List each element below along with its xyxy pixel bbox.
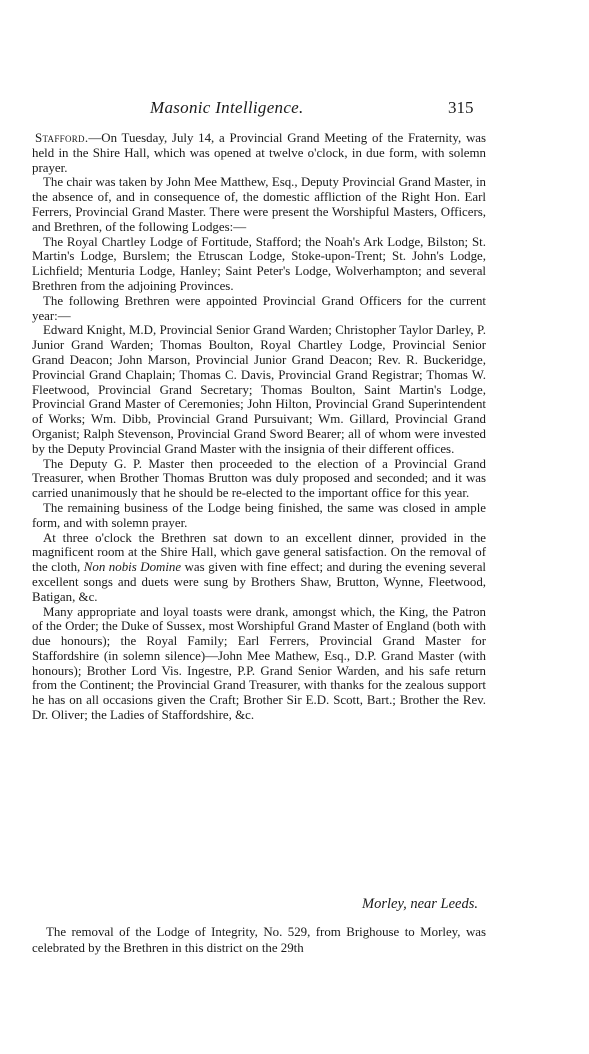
running-title: Masonic Intelligence. xyxy=(150,98,304,117)
page-header xyxy=(0,98,589,122)
place-lead: Stafford. xyxy=(35,131,89,145)
morley-paragraph-1: The removal of the Lodge of Integrity, No. 529, from Brighouse to Morley, was celebrated by the Brethren in this district on the 29th xyxy=(32,925,486,955)
paragraph-6: The Deputy G. P. Master then proceeded to the election of a Provincial Grand Treasurer, when Brother Thomas Brutton was duly proposed and seconded; and it was carried unanimously that he should be re-elected to the important office for this year. xyxy=(32,456,486,501)
paragraph-8 xyxy=(32,531,486,605)
paragraph-2: The chair was taken by John Mee Matthew, Esq., Deputy Provincial Grand Master, in the absence of, and in consequence of, the domestic affliction of the Right Hon. Earl Ferrers, Provincial Grand Master. There were present the Worshipful Masters, Officers, and Brethren, of the following Lodges:— xyxy=(32,175,486,234)
stafford-article xyxy=(32,131,486,723)
paragraph-5: Edward Knight, M.D, Provincial Senior Grand Warden; Christopher Taylor Darley, P. Junior Grand Warden; Thomas Boulton, Royal Chartley Lodge, Provincial Senior Grand Deacon; John Marson, Provincial Junior Grand Deacon; Rev. R. Buckeridge, Provincial Grand Chaplain; Thomas C. Davis, Provincial Grand Registrar; Thomas W. Fleetwood, Provincial Grand Secretary; Thomas Boulton, Saint Martin's Lodge, Provincial Grand Master of Ceremonies; John Hilton, Provincial Grand Superintendent of Works; Wm. Dibb, Provincial Grand Pursuivant; Wm. Gillard, Provincial Grand Organist; Ralph Stevenson, Provincial Grand Sword Bearer; all of whom were invested by the Deputy Provincial Grand Master with the insignia of their different offices. xyxy=(32,323,486,456)
page-number: 315 xyxy=(448,98,474,117)
paragraph-9: Many appropriate and loyal toasts were drank, amongst which, the King, the Patron of the Order; the Duke of Sussex, most Worshipful Grand Master of England (both with due honours); the Royal Family; Earl Ferrers, Provincial Grand Master for Staffordshire (in solemn silence)—John Mee Mathew, Esq., D.P. Grand Master (with honours); Brother Lord Vis. Ingestre, P.P. Grand Senior Warden, and his safe return from the Continent; the Provincial Grand Treasurer, with thanks for the zealous support he has on all occasions given the Craft; Brother Sir E.D. Scott, Bart.; Brother the Rev. Dr. Oliver; the Ladies of Staffordshire, &c. xyxy=(32,604,486,723)
morley-subheading: Morley, near Leeds. xyxy=(362,896,478,912)
paragraph-7: The remaining business of the Lodge being finished, the same was closed in ample form, and with solemn prayer. xyxy=(32,500,486,530)
paragraph-4: The following Brethren were appointed Provincial Grand Officers for the current year:— xyxy=(32,293,486,323)
paragraph-8-text-a: At three o'clock the Brethren sat down to an excellent dinner, provided in the magnificent room at the Shire Hall, which gave general satisfaction. On the removal of the cloth, xyxy=(32,530,486,575)
paragraph-1-text: —On Tuesday, July 14, a Provincial Grand Meeting of the Fraternity, was held in the Shire Hall, which was opened at twelve o'clock, in due form, with solemn prayer. xyxy=(32,131,486,175)
paragraph-8-text-b: was given with fine effect; and during the evening several excellent songs and duets were sung by Brothers Shaw, Brutton, Wynne, Fleetwood, Batigan, &c. xyxy=(32,560,486,604)
morley-article xyxy=(32,925,486,956)
paragraph-3: The Royal Chartley Lodge of Fortitude, Stafford; the Noah's Ark Lodge, Bilston; St. Martin's Lodge, Burslem; the Etruscan Lodge, Stoke-upon-Trent; St. John's Lodge, Lichfield; Menturia Lodge, Hanley; Saint Peter's Lodge, Wolverhampton; and several Brethren from the adjoining Provinces. xyxy=(32,234,486,293)
paragraph-1 xyxy=(32,131,486,175)
paragraph-8-italic: Non nobis Domine xyxy=(83,560,182,575)
